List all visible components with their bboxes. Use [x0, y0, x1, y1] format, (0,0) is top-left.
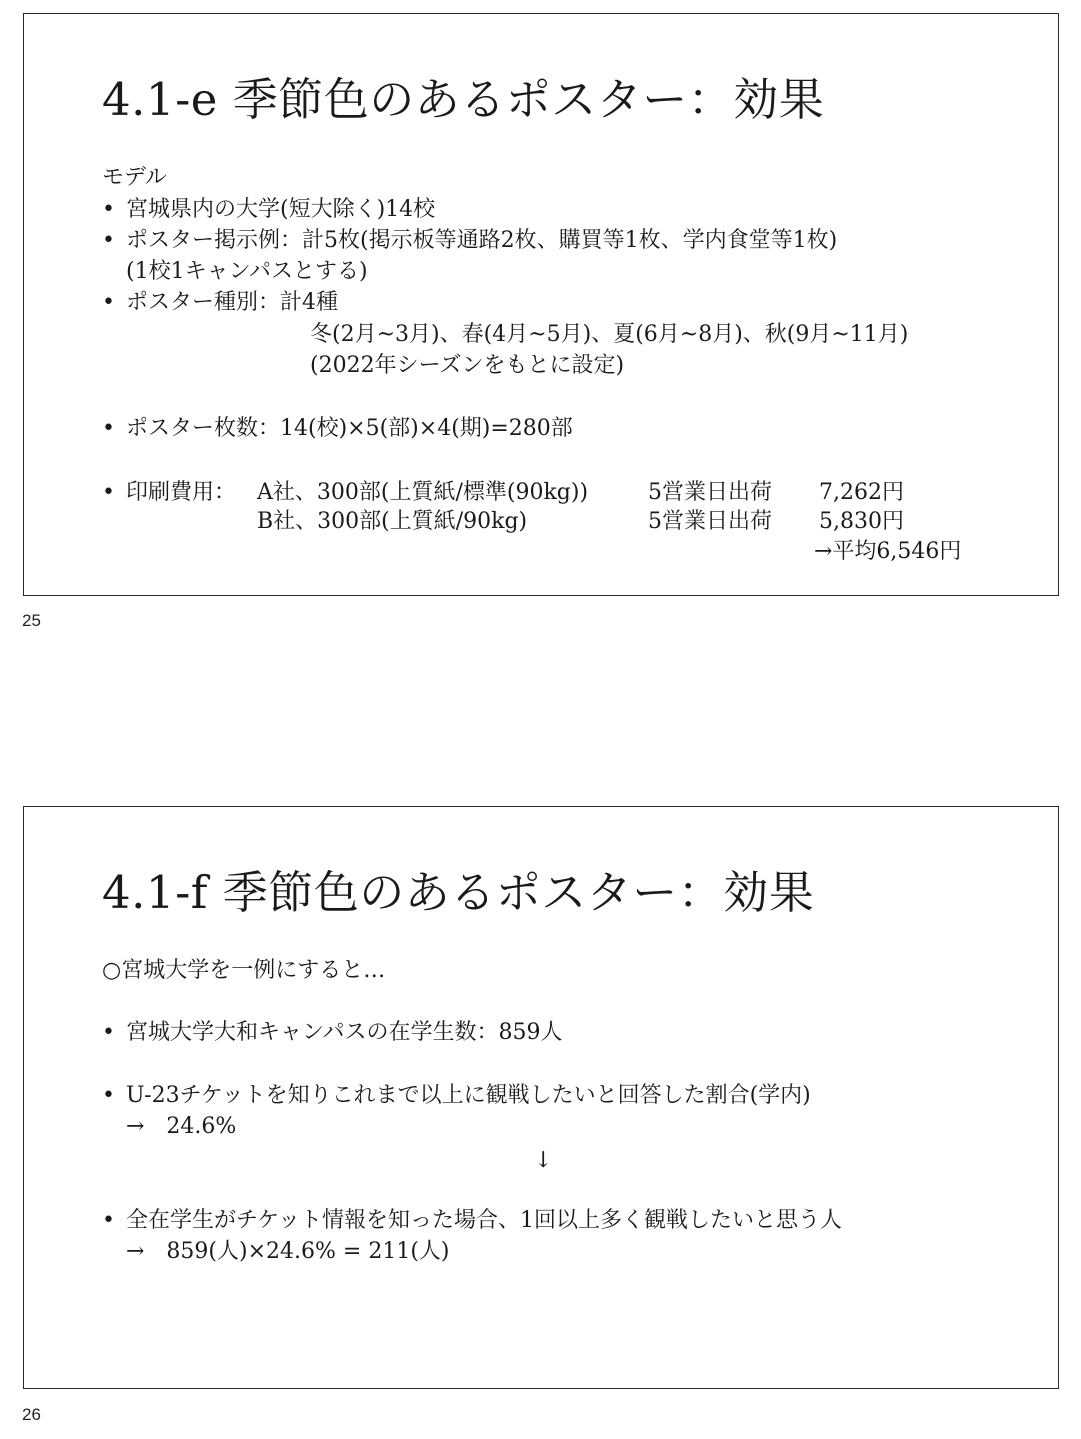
company-a-shipping: 5営業日出荷 [648, 480, 772, 505]
company-a-spec: A社、300部(上質紙/標準(90kg)) [257, 480, 589, 505]
company-b-spec: B社、300部(上質紙/90kg) [257, 509, 528, 534]
poster-seasons: 冬(2月~3月)、春(4月~5月)、夏(6月~8月)、秋(9月~11月) [310, 322, 909, 347]
model-label: モデル [102, 165, 167, 190]
bullet-icon: • [102, 1208, 115, 1233]
bullet-icon: • [102, 197, 115, 222]
slide-title: 4.1-e 季節色のあるポスター：効果 [102, 73, 825, 126]
bullet-student-count: 宮城大学大和キャンパスの在学生数：859人 [126, 1020, 563, 1045]
bullet-poster-placement-note: (1校1キャンパスとする) [126, 259, 368, 284]
bullet-icon: • [102, 290, 115, 315]
bullet-icon: • [102, 1020, 115, 1045]
bullet-survey-ratio: U-23チケットを知りこれまで以上に観戦したいと回答した割合(学内) [126, 1083, 811, 1108]
bullet-universities: 宮城県内の大学(短大除く)14校 [126, 197, 436, 222]
bullet-poster-types: ポスター種別：計4種 [126, 290, 338, 315]
bullet-poster-count: ポスター枚数：14(校)×5(部)×4(期)=280部 [126, 416, 573, 441]
estimate-calculation: → 859(人)×24.6% = 211(人) [126, 1239, 450, 1264]
survey-ratio-value: → 24.6% [126, 1114, 237, 1139]
intro-line: ○宮城大学を一例にすると… [102, 958, 386, 983]
average-price: →平均6,546円 [814, 539, 962, 564]
bullet-icon: • [102, 1083, 115, 1108]
bullet-icon: • [102, 228, 115, 253]
slide-title: 4.1-f 季節色のあるポスター：効果 [102, 866, 815, 919]
company-b-price: 5,830円 [819, 509, 904, 534]
bullet-icon: • [102, 480, 115, 505]
bullet-poster-placement: ポスター掲示例：計5枚(掲示板等通路2枚、購買等1枚、学内食堂等1枚) [126, 228, 838, 253]
company-a-price: 7,262円 [819, 480, 904, 505]
bullet-estimate: 全在学生がチケット情報を知った場合、1回以上多く観戦したいと思う人 [126, 1208, 843, 1233]
down-arrow-icon: ↓ [534, 1148, 553, 1173]
page-number: 26 [22, 1405, 41, 1424]
slide-25 [23, 13, 1059, 596]
slide-26 [23, 806, 1059, 1389]
company-b-shipping: 5営業日出荷 [648, 509, 772, 534]
printing-cost-label: 印刷費用： [126, 480, 237, 505]
bullet-icon: • [102, 416, 115, 441]
poster-seasons-note: (2022年シーズンをもとに設定) [310, 353, 625, 378]
page-number: 25 [22, 611, 41, 630]
